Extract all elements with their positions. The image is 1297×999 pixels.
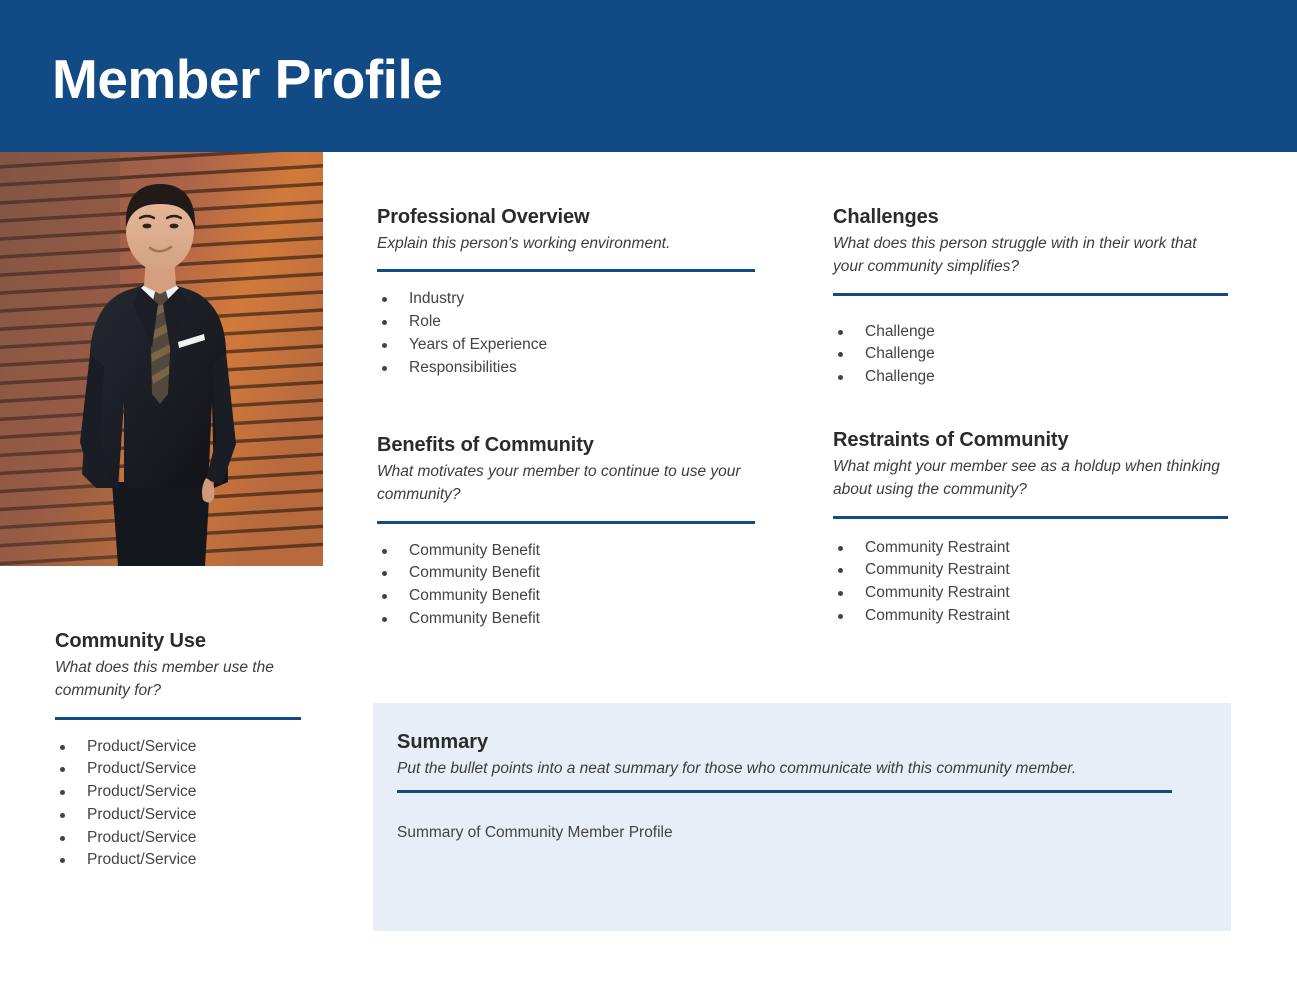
- list-item: [833, 343, 1228, 366]
- list-item: [377, 334, 755, 357]
- bullet-dot-icon: [382, 617, 387, 622]
- section-heading: Benefits of Community: [377, 434, 594, 456]
- list-item-label: Product/Service: [87, 760, 197, 778]
- list-item: [377, 288, 755, 311]
- list-item-label: Responsibilities: [409, 358, 517, 376]
- list-item: [377, 585, 755, 608]
- summary-heading: Summary: [397, 731, 489, 753]
- list-item-label: Community Benefit: [409, 587, 540, 605]
- section-heading: Challenges: [833, 206, 939, 228]
- list-item: [377, 540, 755, 563]
- list-item-label: Role: [409, 313, 441, 331]
- list-item-label: Community Benefit: [409, 541, 540, 559]
- section-subtitle: What motivates your member to continue to use your community?: [377, 463, 741, 504]
- bullet-dot-icon: [60, 836, 65, 841]
- list-item: [833, 321, 1228, 344]
- list-item: [55, 758, 301, 781]
- bullet-dot-icon: [382, 366, 387, 371]
- list-item-label: Challenge: [865, 345, 935, 363]
- list-item: [55, 849, 301, 872]
- list-item: [377, 311, 755, 334]
- list-item-label: Community Benefit: [409, 564, 540, 582]
- section-subtitle: What might your member see as a holdup when thinking about using the community?: [833, 458, 1220, 499]
- section-benefits-of-community: [377, 433, 755, 631]
- bullet-dot-icon: [838, 614, 843, 619]
- bullet-dot-icon: [838, 591, 843, 596]
- bullet-dot-icon: [382, 571, 387, 576]
- challenges-list: [833, 321, 1228, 389]
- list-item-label: Product/Service: [87, 805, 197, 823]
- list-item-label: Community Restraint: [865, 538, 1010, 556]
- list-item: [833, 537, 1228, 560]
- section-divider: [55, 717, 301, 720]
- list-item-label: Community Benefit: [409, 609, 540, 627]
- section-challenges: [833, 205, 1228, 389]
- summary-body-text: Summary of Community Member Profile: [397, 824, 673, 842]
- bullet-dot-icon: [838, 375, 843, 380]
- bullet-dot-icon: [838, 568, 843, 573]
- bullet-dot-icon: [60, 813, 65, 818]
- section-subtitle: What does this member use the community for?: [55, 659, 274, 700]
- list-item: [833, 605, 1228, 628]
- section-heading: Restraints of Community: [833, 429, 1069, 451]
- bullet-dot-icon: [382, 549, 387, 554]
- bullet-dot-icon: [60, 767, 65, 772]
- list-item: [55, 804, 301, 827]
- list-item-label: Challenge: [865, 322, 935, 340]
- section-divider: [833, 516, 1228, 519]
- list-item: [55, 827, 301, 850]
- list-item: [833, 559, 1228, 582]
- section-community-use: [55, 629, 301, 872]
- bullet-dot-icon: [838, 546, 843, 551]
- benefits-list: [377, 540, 755, 631]
- bullet-dot-icon: [382, 594, 387, 599]
- section-divider: [377, 269, 755, 272]
- section-subtitle: Explain this person's working environment.: [377, 235, 671, 252]
- section-heading: Professional Overview: [377, 206, 590, 228]
- bullet-dot-icon: [60, 745, 65, 750]
- list-item: [377, 357, 755, 380]
- bullet-dot-icon: [838, 352, 843, 357]
- list-item-label: Community Restraint: [865, 561, 1010, 579]
- summary-panel: [373, 703, 1231, 931]
- bullet-dot-icon: [382, 297, 387, 302]
- list-item-label: Community Restraint: [865, 584, 1010, 602]
- summary-divider: [397, 790, 1172, 793]
- list-item: [55, 781, 301, 804]
- page-title: Member Profile: [52, 48, 443, 110]
- list-item-label: Challenge: [865, 368, 935, 386]
- section-restraints-of-community: [833, 428, 1228, 628]
- list-item-label: Product/Service: [87, 737, 197, 755]
- list-item: [377, 608, 755, 631]
- bullet-dot-icon: [838, 330, 843, 335]
- section-divider: [377, 521, 755, 524]
- summary-subtitle: Put the bullet points into a neat summary for those who communicate with this community member.: [397, 760, 1077, 777]
- bullet-dot-icon: [382, 320, 387, 325]
- member-photo: [0, 152, 323, 566]
- section-professional-overview: [377, 205, 755, 379]
- list-item: [833, 582, 1228, 605]
- bullet-dot-icon: [60, 858, 65, 863]
- list-item: [833, 366, 1228, 389]
- section-subtitle: What does this person struggle with in their work that your community simplifies?: [833, 235, 1197, 276]
- bullet-dot-icon: [60, 790, 65, 795]
- bullet-dot-icon: [382, 343, 387, 348]
- list-item-label: Community Restraint: [865, 606, 1010, 624]
- community-use-list: [55, 736, 301, 873]
- professional-overview-list: [377, 288, 755, 379]
- list-item-label: Industry: [409, 290, 465, 308]
- header-banner: [0, 0, 1297, 152]
- list-item: [55, 736, 301, 759]
- list-item: [377, 562, 755, 585]
- restraints-list: [833, 537, 1228, 628]
- member-portrait-image: [0, 152, 323, 566]
- list-item-label: Product/Service: [87, 828, 197, 846]
- list-item-label: Years of Experience: [409, 335, 548, 353]
- section-divider: [833, 293, 1228, 296]
- section-heading: Community Use: [55, 630, 206, 652]
- list-item-label: Product/Service: [87, 851, 197, 869]
- list-item-label: Product/Service: [87, 783, 197, 801]
